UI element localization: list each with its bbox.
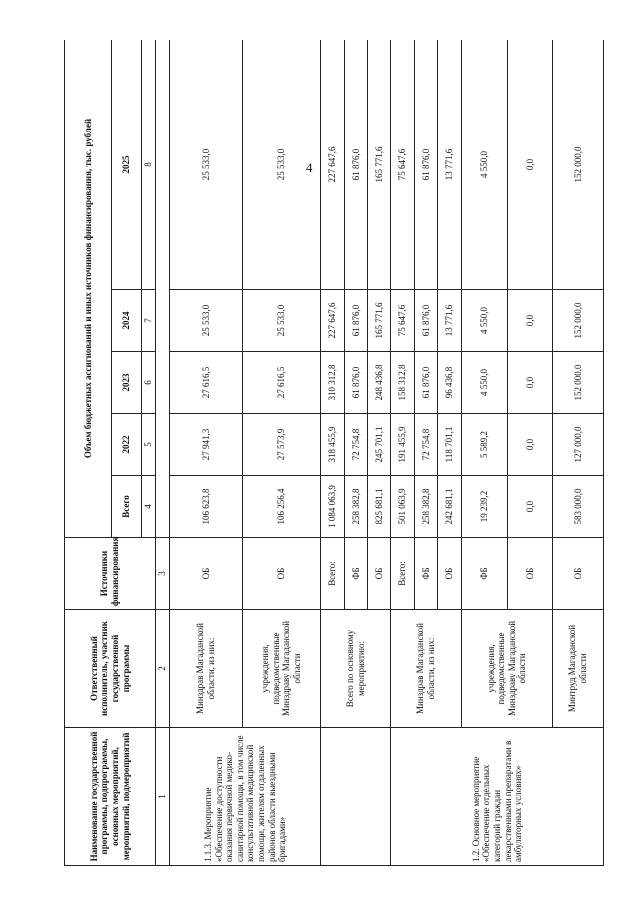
value-cell: 1 084 063,9 [321,476,344,538]
value-cell: 0,0 [508,476,553,538]
source-cell: ФБ [414,538,437,610]
col-num-5: 5 [141,414,155,476]
header-row [65,40,112,866]
source-cell: ОБ [368,538,391,610]
value-cell: 106 256,4 [242,476,321,538]
value-cell: 258 382,8 [344,476,367,538]
value-cell: 27 616,5 [242,352,321,414]
value-cell: 152 000,0 [552,352,603,414]
table-row [391,40,414,866]
value-cell: 158 312,8 [391,352,414,414]
header-volume: Объем бюджетных ассигнований и иных источников финансирования, тыс. рублей [65,40,112,538]
value-cell: 75 647,6 [391,290,414,352]
col-num-8: 8 [141,40,155,290]
value-cell: 227 647,6 [321,40,344,290]
col-num-spacer [155,40,169,538]
executor-cell: Минздрав Магаданской области, из них: [391,610,461,728]
value-cell: 0,0 [508,414,553,476]
value-cell: 27 941,3 [170,414,242,476]
value-cell: 25 533,0 [242,290,321,352]
value-cell: 61 876,0 [414,290,437,352]
value-cell: 61 876,0 [414,40,437,290]
measure-name: 1.2. Основное мероприятие «Обеспечение отдельных категорий граждан лекарственными препаратами в амбулаторных условиях» [391,728,604,866]
measure-name: 1.1.3. Мероприятие «Обеспечение доступности оказания первичной медико-санитарной помощи, в том числе консультативной медицинской помощи, жителям отдаленных районов области выездными бригадами» [170,728,321,866]
col-num-1: 1 [155,728,169,866]
executor-cell: Минздрав Магаданской области, из них: [170,610,242,728]
value-cell: 4 550,0 [461,352,508,414]
value-cell: 127 000,0 [552,414,603,476]
value-cell: 152 000,0 [552,40,603,290]
value-cell: 825 681,1 [368,476,391,538]
empty-name-cell [321,728,391,866]
source-cell: Всего: [391,538,414,610]
value-cell: 583 000,0 [552,476,603,538]
value-cell: 258 382,8 [414,476,437,538]
value-cell: 245 701,1 [368,414,391,476]
value-cell: 72 754,8 [414,414,437,476]
value-cell: 61 876,0 [414,352,437,414]
source-cell: ОБ [242,538,321,610]
col-num-6: 6 [141,352,155,414]
source-cell: ОБ [552,538,603,610]
header-name: Наименование государственной программы, подпрограммы, основных мероприятий, мероприятий, подмероприятий [65,728,156,866]
source-cell: ОБ [438,538,461,610]
value-cell: 165 771,6 [368,40,391,290]
header-executor: Ответственный исполнитель, участник государственной программы [65,610,156,728]
header-year-2025: 2025 [111,40,141,290]
value-cell: 72 754,8 [344,414,367,476]
value-cell: 118 701,1 [438,414,461,476]
value-cell: 191 455,9 [391,414,414,476]
source-cell: Всего: [321,538,344,610]
value-cell: 0,0 [508,352,553,414]
value-cell: 0,0 [508,290,553,352]
col-num-4: 4 [141,476,155,538]
col-num-7: 7 [141,290,155,352]
value-cell: 27 616,5 [170,352,242,414]
value-cell: 25 533,0 [170,290,242,352]
table-row [321,40,344,866]
value-cell: 165 771,6 [368,290,391,352]
executor-cell: учреждения, подведомственные Минздраву Магаданской области [242,610,321,728]
value-cell: 13 771,6 [438,290,461,352]
header-year-2023: 2023 [111,352,141,414]
value-cell: 25 533,0 [170,40,242,290]
value-cell: 152 000,0 [552,290,603,352]
value-cell: 61 876,0 [344,40,367,290]
value-cell: 13 771,6 [438,40,461,290]
value-cell: 248 436,8 [368,352,391,414]
header-year-2022: 2022 [111,414,141,476]
executor-cell: Минтруд Магаданской области [552,610,603,728]
financing-table-container [64,40,604,866]
column-number-row [155,40,169,866]
col-num-3: 3 [155,538,169,610]
value-cell: 242 681,1 [438,476,461,538]
header-source: Источники финансирования [65,538,156,610]
source-cell: ФБ [461,538,508,610]
financing-table [64,40,604,866]
value-cell: 75 647,6 [391,40,414,290]
value-cell: 96 436,8 [438,352,461,414]
header-year-total: Всего [111,476,141,538]
value-cell: 310 312,8 [321,352,344,414]
rotated-page [64,40,604,866]
value-cell: 227 647,6 [321,290,344,352]
value-cell: 501 063,9 [391,476,414,538]
value-cell: 318 455,9 [321,414,344,476]
value-cell: 4 550,0 [461,40,508,290]
value-cell: 19 239,2 [461,476,508,538]
value-cell: 61 876,0 [344,290,367,352]
source-cell: ОБ [508,538,553,610]
source-cell: ФБ [344,538,367,610]
value-cell: 61 876,0 [344,352,367,414]
header-year-2024: 2024 [111,290,141,352]
value-cell: 0,0 [508,40,553,290]
source-cell: ОБ [170,538,242,610]
value-cell: 5 589,2 [461,414,508,476]
value-cell: 27 573,9 [242,414,321,476]
total-label: Всего по основному мероприятию: [321,610,391,728]
value-cell: 4 550,0 [461,290,508,352]
table-row [170,40,242,866]
col-num-2: 2 [155,610,169,728]
page-number: 4 [306,160,313,175]
value-cell: 106 623,8 [170,476,242,538]
value-cell: 25 533,0 [242,40,321,290]
executor-cell: учреждения, подведомственные Минздраву Магаданской области [461,610,552,728]
